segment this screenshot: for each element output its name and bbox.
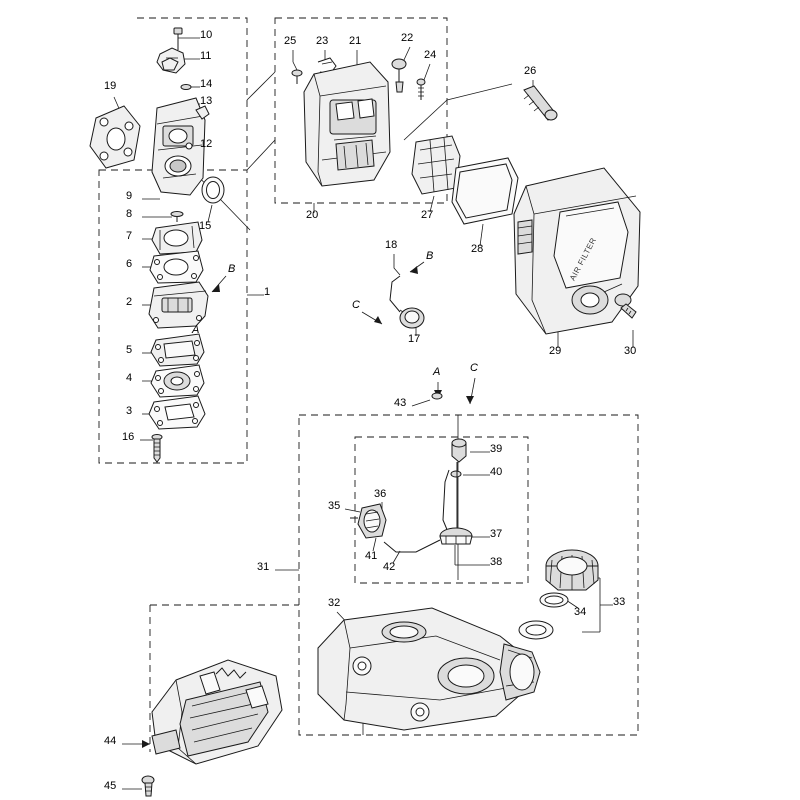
part-28-air-filter-element bbox=[452, 158, 518, 224]
callout-5: 5 bbox=[126, 344, 133, 356]
part-8-screw bbox=[171, 212, 183, 223]
callout-27: 27 bbox=[421, 209, 434, 221]
letter-a-carburetor: A bbox=[192, 324, 200, 336]
part-44-tank-guard bbox=[152, 660, 282, 764]
callout-2: 2 bbox=[126, 296, 133, 308]
callout-28: 28 bbox=[471, 243, 484, 255]
callout-31: 31 bbox=[257, 561, 270, 573]
callout-43: 43 bbox=[394, 397, 407, 409]
part-33-34-fuel-cap bbox=[519, 550, 598, 639]
callout-40: 40 bbox=[490, 466, 503, 478]
callout-39: 39 bbox=[490, 443, 503, 455]
callout-30: 30 bbox=[624, 345, 637, 357]
callout-32: 32 bbox=[328, 597, 341, 609]
letter-b-hose: B bbox=[426, 250, 434, 262]
callout-36: 36 bbox=[374, 488, 387, 500]
part-4-diaphragm bbox=[151, 365, 204, 397]
callout-15: 15 bbox=[199, 220, 212, 232]
part-45-screw bbox=[142, 776, 154, 796]
callout-19: 19 bbox=[104, 80, 117, 92]
callout-7: 7 bbox=[126, 230, 133, 242]
air-filter-cover-text: AIR FILTER bbox=[568, 236, 599, 283]
letter-c-hose: C bbox=[352, 299, 360, 311]
callout-25: 25 bbox=[284, 35, 297, 47]
part-43-grommet bbox=[432, 393, 442, 399]
part-36-fuel-line-assembly bbox=[350, 439, 472, 552]
part-15-o-ring bbox=[202, 177, 224, 203]
part-19-insulator-plate bbox=[90, 106, 140, 168]
letter-a-tank: A bbox=[433, 366, 441, 378]
letter-c-tank: C bbox=[470, 362, 478, 374]
part-7-pump-cover bbox=[152, 222, 202, 254]
callout-16: 16 bbox=[122, 431, 135, 443]
part-5-metering-cover bbox=[151, 334, 204, 366]
callout-26: 26 bbox=[524, 65, 537, 77]
part-2-carburetor-main-body bbox=[149, 282, 208, 328]
part-18-17-primer-hose-bulb bbox=[390, 276, 424, 328]
callout-45: 45 bbox=[104, 780, 117, 792]
callout-20: 20 bbox=[306, 209, 319, 221]
callout-35: 35 bbox=[328, 500, 341, 512]
letter-b-carburetor: B bbox=[228, 263, 236, 275]
part-20-muffler-assembly bbox=[292, 58, 425, 186]
callout-23: 23 bbox=[316, 35, 329, 47]
callout-3: 3 bbox=[126, 405, 133, 417]
part-27-filter-screen bbox=[412, 136, 460, 194]
callout-42: 42 bbox=[383, 561, 396, 573]
part-6-gasket bbox=[150, 251, 203, 283]
callout-38: 38 bbox=[490, 556, 503, 568]
callout-41: 41 bbox=[365, 550, 378, 562]
part-32-fuel-tank bbox=[318, 608, 540, 730]
part-26-long-bolt bbox=[524, 86, 557, 120]
callout-6: 6 bbox=[126, 258, 133, 270]
part-16-long-screw bbox=[152, 435, 162, 463]
callout-33: 33 bbox=[613, 596, 626, 608]
callout-37: 37 bbox=[490, 528, 503, 540]
callout-1: 1 bbox=[264, 286, 271, 298]
callout-11: 11 bbox=[200, 50, 212, 62]
callout-18: 18 bbox=[385, 239, 398, 251]
callout-8: 8 bbox=[126, 208, 133, 220]
callout-12: 12 bbox=[200, 138, 213, 150]
callout-13: 13 bbox=[200, 95, 213, 107]
callout-34: 34 bbox=[574, 606, 587, 618]
callout-22: 22 bbox=[401, 32, 414, 44]
callout-29: 29 bbox=[549, 345, 562, 357]
callout-14: 14 bbox=[200, 78, 213, 90]
callout-24: 24 bbox=[424, 49, 437, 61]
part-10-11-choke-lever bbox=[157, 28, 185, 73]
part-29-air-filter-cover bbox=[514, 168, 640, 334]
callout-4: 4 bbox=[126, 372, 133, 384]
callout-17: 17 bbox=[408, 333, 421, 345]
part-3-gasket bbox=[149, 396, 205, 429]
callout-9: 9 bbox=[126, 190, 133, 202]
callout-10: 10 bbox=[200, 29, 213, 41]
callout-21: 21 bbox=[349, 35, 362, 47]
callout-44: 44 bbox=[104, 735, 117, 747]
